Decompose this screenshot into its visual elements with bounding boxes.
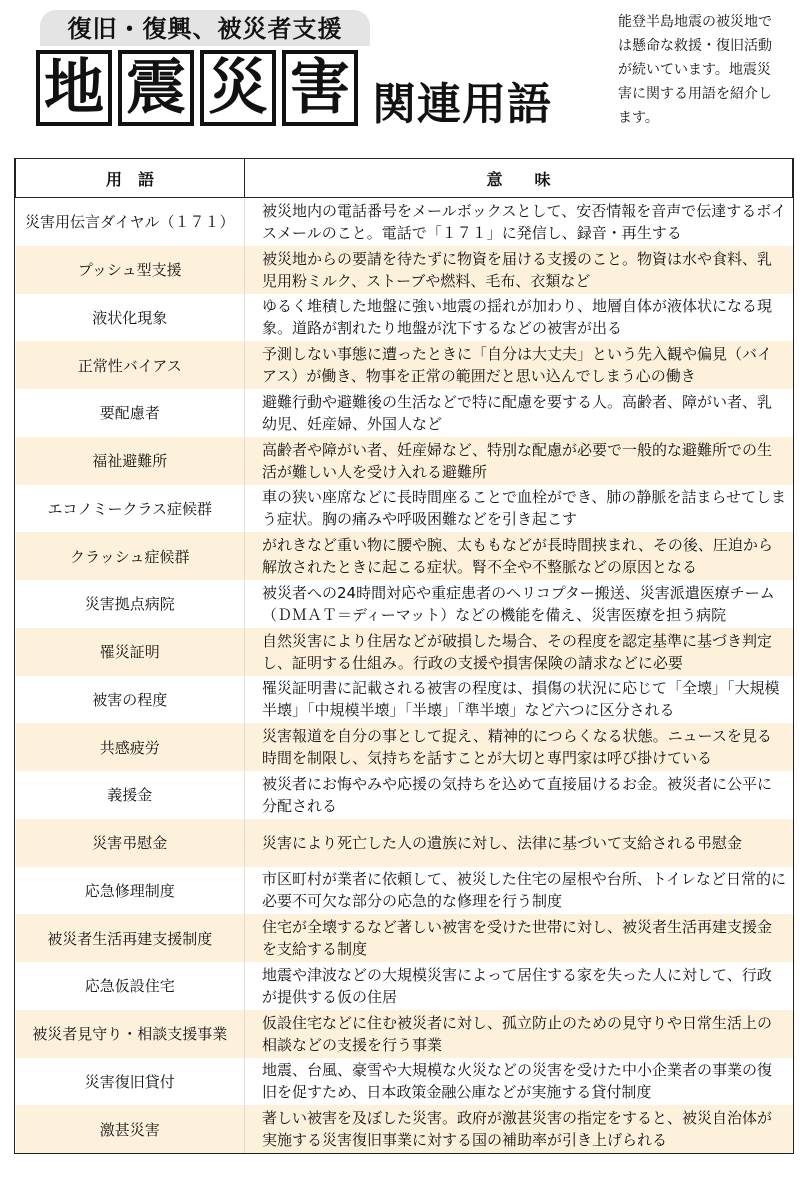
table-row <box>16 723 793 771</box>
table-row <box>16 819 793 867</box>
term-cell: プッシュ型支援 <box>16 246 245 294</box>
table-row <box>16 485 793 533</box>
header <box>0 0 809 158</box>
term-cell: 応急仮設住宅 <box>16 962 245 1010</box>
term-cell: 正常性バイアス <box>16 341 245 389</box>
term-cell: 激甚災害 <box>16 1105 245 1153</box>
meaning-cell: 災害報道を自分の事として捉え、精神的につらくなる状態。ニュースを見る時間を制限し、気持ちを話すことが大切と専門家は呼び掛けている <box>245 723 793 771</box>
meaning-cell: がれきなど重い物に腰や腕、太ももなどが長時間挟まれ、その後、圧迫から解放されたときに起こる症状。腎不全や不整脈などの原因となる <box>245 532 793 580</box>
table-row <box>16 294 793 342</box>
meaning-cell: 避難行動や避難後の生活などで特に配慮を要する人。高齢者、障がい者、乳幼児、妊産婦、外国人など <box>262 392 773 433</box>
table-row <box>16 628 793 676</box>
term-cell: 共感疲労 <box>16 723 245 771</box>
main-title <box>36 50 364 126</box>
glossary-table <box>14 158 794 1154</box>
term-cell: エコノミークラス症候群 <box>16 485 245 533</box>
table-row <box>16 580 793 628</box>
term-cell: 災害用伝言ダイヤル（１７１） <box>16 198 245 246</box>
table-row <box>16 962 793 1010</box>
title-suffix: 関連用語 <box>372 79 552 130</box>
title-char: 地 <box>36 50 112 126</box>
term-cell: 被害の程度 <box>16 676 245 724</box>
table-row <box>16 867 793 915</box>
column-header-term: 用 語 <box>16 159 245 198</box>
meaning-cell: ゆるく堆積した地盤に強い地震の揺れが加わり、地層自体が液体状になる現象。道路が割れたり地盤が沈下するなどの被害が出る <box>262 297 773 338</box>
table-row <box>16 532 793 580</box>
table-row <box>16 437 793 485</box>
meaning-cell: 車の狭い座席などに長時間座ることで血栓ができ、肺の静脈を詰まらせてしまう症状。胸の痛みや呼吸困難などを引き起こす <box>262 488 786 529</box>
table-row <box>16 198 793 246</box>
banner-subtitle: 復旧・復興、被災者支援 <box>40 10 370 46</box>
term-cell: 義援金 <box>16 771 245 819</box>
table-row <box>16 1010 793 1058</box>
meaning-cell: 著しい被害を及ぼした災害。政府が激甚災害の指定をすると、被災自治体が実施する災害復旧事業に対する国の補助率が引き上げられる <box>245 1105 793 1153</box>
meaning-cell: 被災地内の電話番号をメールボックスとして、安否情報を音声で伝達するボイスメールのこと。電話で「１７１」に発信し、録音・再生する <box>262 201 787 242</box>
term-cell: 災害弔慰金 <box>16 819 245 867</box>
table-header-row <box>16 159 793 198</box>
meaning-cell: 地震や津波などの大規模災害によって居住する家を失った人に対して、行政が提供する仮の住居 <box>262 965 772 1006</box>
meaning-cell: 被災地からの要請を待たずに物資を届ける支援のこと。物資は水や食料、乳児用粉ミルク、ストーブや燃料、毛布、衣類など <box>245 246 793 294</box>
table-row <box>16 676 793 724</box>
meaning-cell: 高齢者や障がい者、妊産婦など、特別な配慮が必要で一般的な避難所での生活が難しい人を受け入れる避難所 <box>245 437 793 485</box>
title-char: 震 <box>118 50 194 126</box>
term-cell: 被災者生活再建支援制度 <box>16 914 245 962</box>
term-cell: 要配慮者 <box>16 389 245 437</box>
meaning-cell: 罹災証明書に記載される被害の程度は、損傷の状況に応じて「全壊」「大規模半壊」「中規模半壊」「半壊」「準半壊」など六つに区分される <box>262 679 780 720</box>
meaning-cell: 住宅が全壊するなど著しい被害を受けた世帯に対し、被災者生活再建支援金を支給する制度 <box>245 914 793 962</box>
meaning-cell: 地震、台風、豪雪や大規模な火災などの災害を受けた中小企業者の事業の復旧を促すため、日本政策金融公庫などが実施する貸付制度 <box>262 1061 773 1102</box>
table-row <box>16 1058 793 1106</box>
intro-text: 能登半島地震の被災地では懸命な救援・復旧活動が続いています。地震災害に関する用語を紹介します。 <box>618 14 772 126</box>
meaning-cell: 仮設住宅などに住む被災者に対し、孤立防止のための見守りや日常生活上の相談などの支援を行う事業 <box>245 1010 793 1058</box>
term-cell: 被災者見守り・相談支援事業 <box>16 1010 245 1058</box>
meaning-cell: 予測しない事態に遭ったときに「自分は大丈夫」という先入観や偏見（バイアス）が働き、物事を正常の範囲だと思い込んでしまう心の働き <box>245 341 793 389</box>
term-cell: クラッシュ症候群 <box>16 532 245 580</box>
term-cell: 災害拠点病院 <box>16 580 245 628</box>
table-row <box>16 341 793 389</box>
table-row <box>16 389 793 437</box>
table-row <box>16 246 793 294</box>
meaning-cell: 災害により死亡した人の遺族に対し、法律に基づいて支給される弔慰金 <box>245 819 793 867</box>
term-cell: 応急修理制度 <box>16 867 245 915</box>
column-header-meaning: 意 味 <box>245 159 793 198</box>
title-char: 害 <box>282 50 358 126</box>
title-char: 災 <box>200 50 276 126</box>
term-cell: 罹災証明 <box>16 628 245 676</box>
meaning-cell: 自然災害により住居などが破損した場合、その程度を認定基準に基づき判定し、証明する仕組み。行政の支援や損害保険の請求などに必要 <box>245 628 793 676</box>
meaning-cell: 市区町村が業者に依頼して、被災した住宅の屋根や台所、トイレなど日常的に必要不可欠な部分の応急的な修理を行う制度 <box>262 870 786 911</box>
table-row <box>16 1105 793 1153</box>
meaning-cell: 被災者にお悔やみや応援の気持ちを込めて直接届けるお金。被災者に公平に分配される <box>262 774 773 815</box>
table-row <box>16 771 793 819</box>
table-row <box>16 914 793 962</box>
term-cell: 液状化現象 <box>16 294 245 342</box>
term-cell: 災害復旧貸付 <box>16 1058 245 1106</box>
meaning-cell: 被災者への24時間対応や重症患者のヘリコプター搬送、災害派遣医療チーム（ＤＭＡＴ＝ディーマット）などの機能を備え、災害医療を担う病院 <box>262 583 775 624</box>
term-cell: 福祉避難所 <box>16 437 245 485</box>
